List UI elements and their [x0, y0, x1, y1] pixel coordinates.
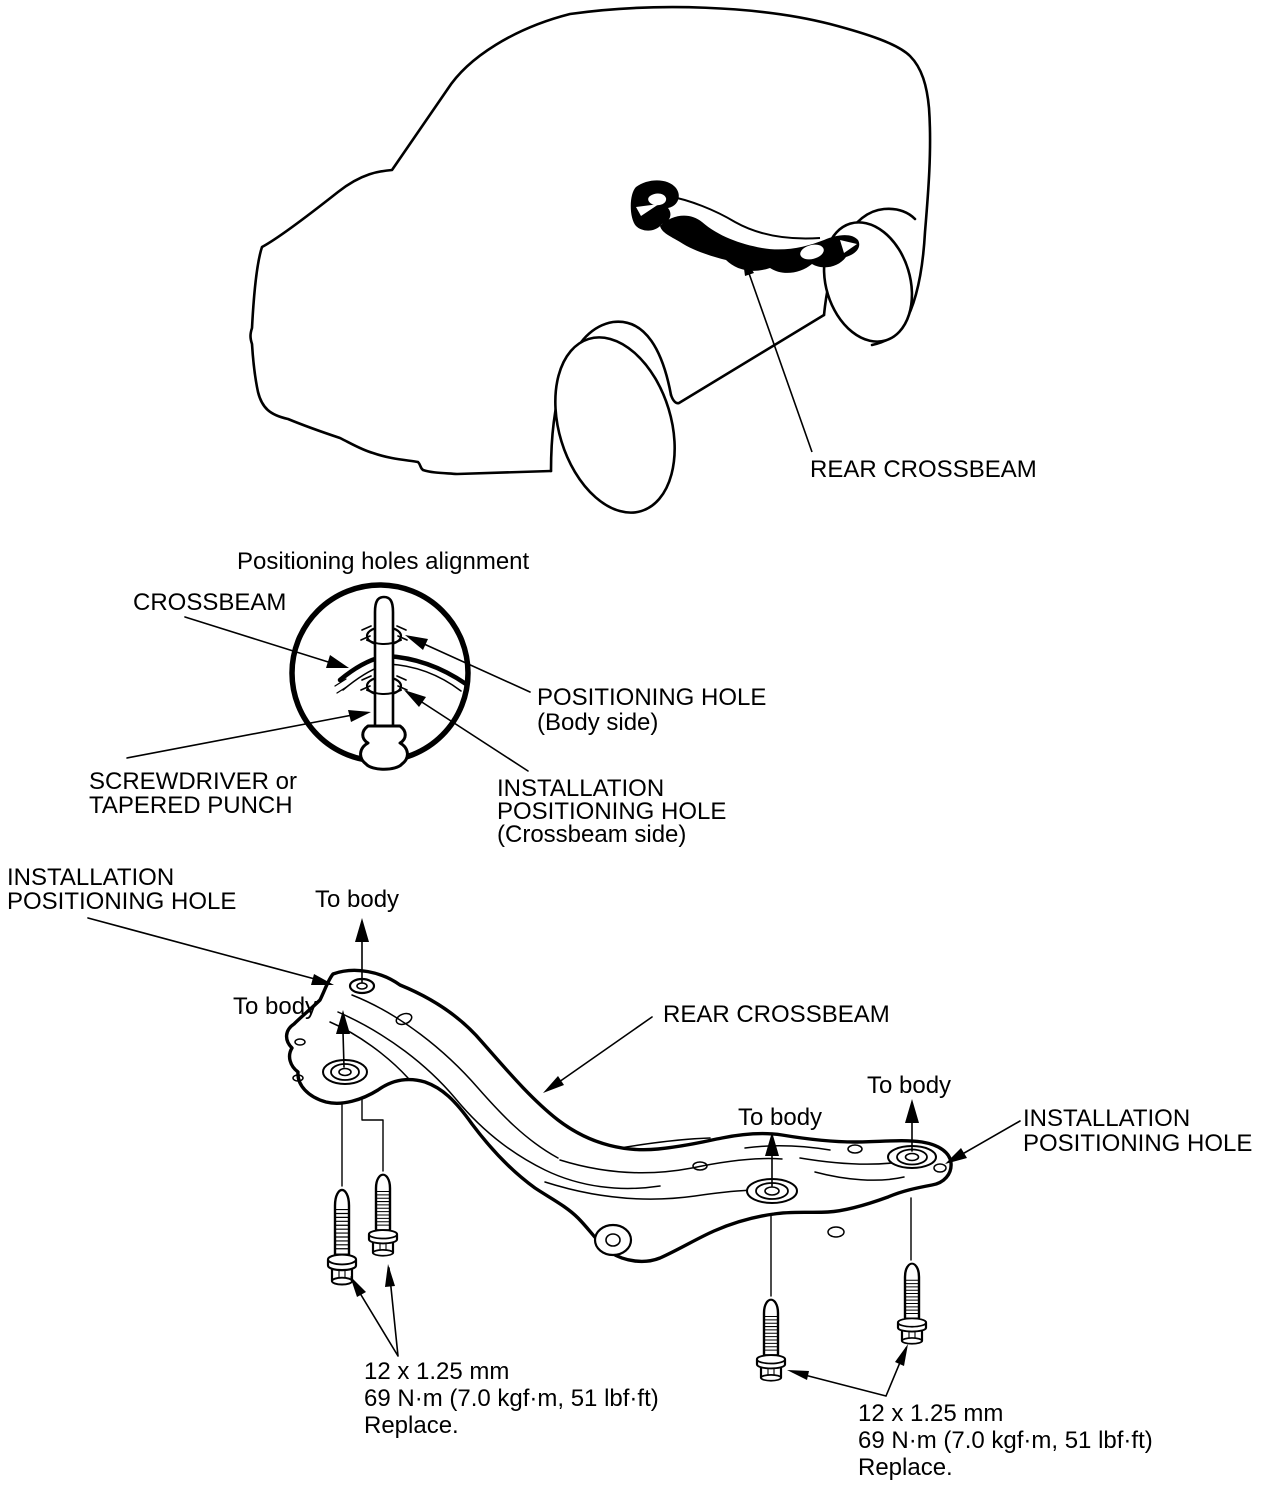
punch-tool	[375, 597, 393, 727]
vehicle-illustration	[251, 7, 931, 527]
positioning-hole-label	[537, 685, 766, 735]
arrowhead-icon	[404, 690, 426, 707]
arrowhead-icon	[350, 1276, 366, 1297]
arrowhead-icon	[895, 1344, 908, 1366]
to-body-label-1: To body	[315, 886, 400, 913]
bolt-spec-right-size: 12 x 1.25 mm	[858, 1400, 1004, 1427]
bolt-spec-right	[858, 1400, 1153, 1481]
installation-hole-cs-line2: POSITIONING HOLE	[497, 798, 727, 825]
installation-hole-right-label	[1023, 1106, 1252, 1156]
to-body-label-4: To body	[867, 1072, 952, 1099]
bolt-spec-left-note: Replace.	[364, 1412, 459, 1439]
installation-hole-cs-line1: INSTALLATION	[497, 775, 665, 802]
vehicle-rear-crossbeam-label: REAR CROSSBEAM	[810, 456, 1037, 483]
arrowhead-icon	[405, 635, 428, 650]
installation-hole-crossbeam-side-label	[497, 777, 726, 846]
installation-hole-cs-line3: (Crossbeam side)	[497, 821, 687, 848]
installation-hole-left-label	[7, 866, 236, 914]
arrowhead-icon	[385, 1264, 395, 1287]
bolt-spec-right-note: Replace.	[858, 1454, 953, 1481]
lower-bushing	[595, 1225, 631, 1255]
rear-crossbeam-label: REAR CROSSBEAM	[663, 1001, 890, 1028]
bolt-right-1	[757, 1300, 785, 1381]
arrowhead-icon	[543, 1076, 564, 1093]
installation-hole-left-line2: POSITIONING HOLE	[7, 888, 237, 915]
to-body-label-2: To body	[233, 993, 318, 1020]
front-wheel	[535, 323, 695, 528]
crossbeam-label: CROSSBEAM	[133, 589, 287, 616]
screwdriver-label	[89, 770, 297, 818]
crossbeam-panel-edge	[340, 656, 466, 684]
rocker-line	[671, 315, 824, 403]
bolt-spec-left	[364, 1358, 659, 1439]
arrowhead-icon	[348, 710, 371, 722]
arrowhead-icon	[355, 918, 369, 942]
rear-wheel	[810, 211, 926, 352]
alignment-title: Positioning holes alignment	[237, 548, 530, 575]
inset-leaders	[127, 617, 530, 771]
positioning-hole-line2: (Body side)	[537, 709, 659, 736]
crossbeam-illustration	[88, 918, 1020, 1396]
bolt-spec-left-size: 12 x 1.25 mm	[364, 1358, 510, 1385]
installation-hole-left-line1: INSTALLATION	[7, 864, 175, 891]
bolt-spec-left-torque: 69 N·m (7.0 kgf·m, 51 lbf·ft)	[364, 1385, 659, 1412]
bolt-right-2	[898, 1264, 926, 1344]
arrowhead-icon	[787, 1370, 809, 1380]
screwdriver-line2: TAPERED PUNCH	[89, 792, 293, 819]
punch-handle	[361, 726, 408, 769]
installation-hole-right-line2: POSITIONING HOLE	[1023, 1130, 1253, 1157]
bolt-left-1	[328, 1190, 356, 1285]
vehicle-callout-leader	[742, 254, 812, 452]
positioning-hole-line1: POSITIONING HOLE	[537, 684, 767, 711]
installation-hole-right-line1: INSTALLATION	[1023, 1105, 1191, 1132]
arrowhead-icon	[326, 655, 349, 668]
screwdriver-line1: SCREWDRIVER or	[89, 768, 298, 795]
bolt-spec-right-torque: 69 N·m (7.0 kgf·m, 51 lbf·ft)	[858, 1427, 1153, 1454]
bolt-left-2	[369, 1175, 397, 1256]
to-body-label-3: To body	[738, 1104, 823, 1131]
arrowhead-icon	[905, 1099, 919, 1123]
